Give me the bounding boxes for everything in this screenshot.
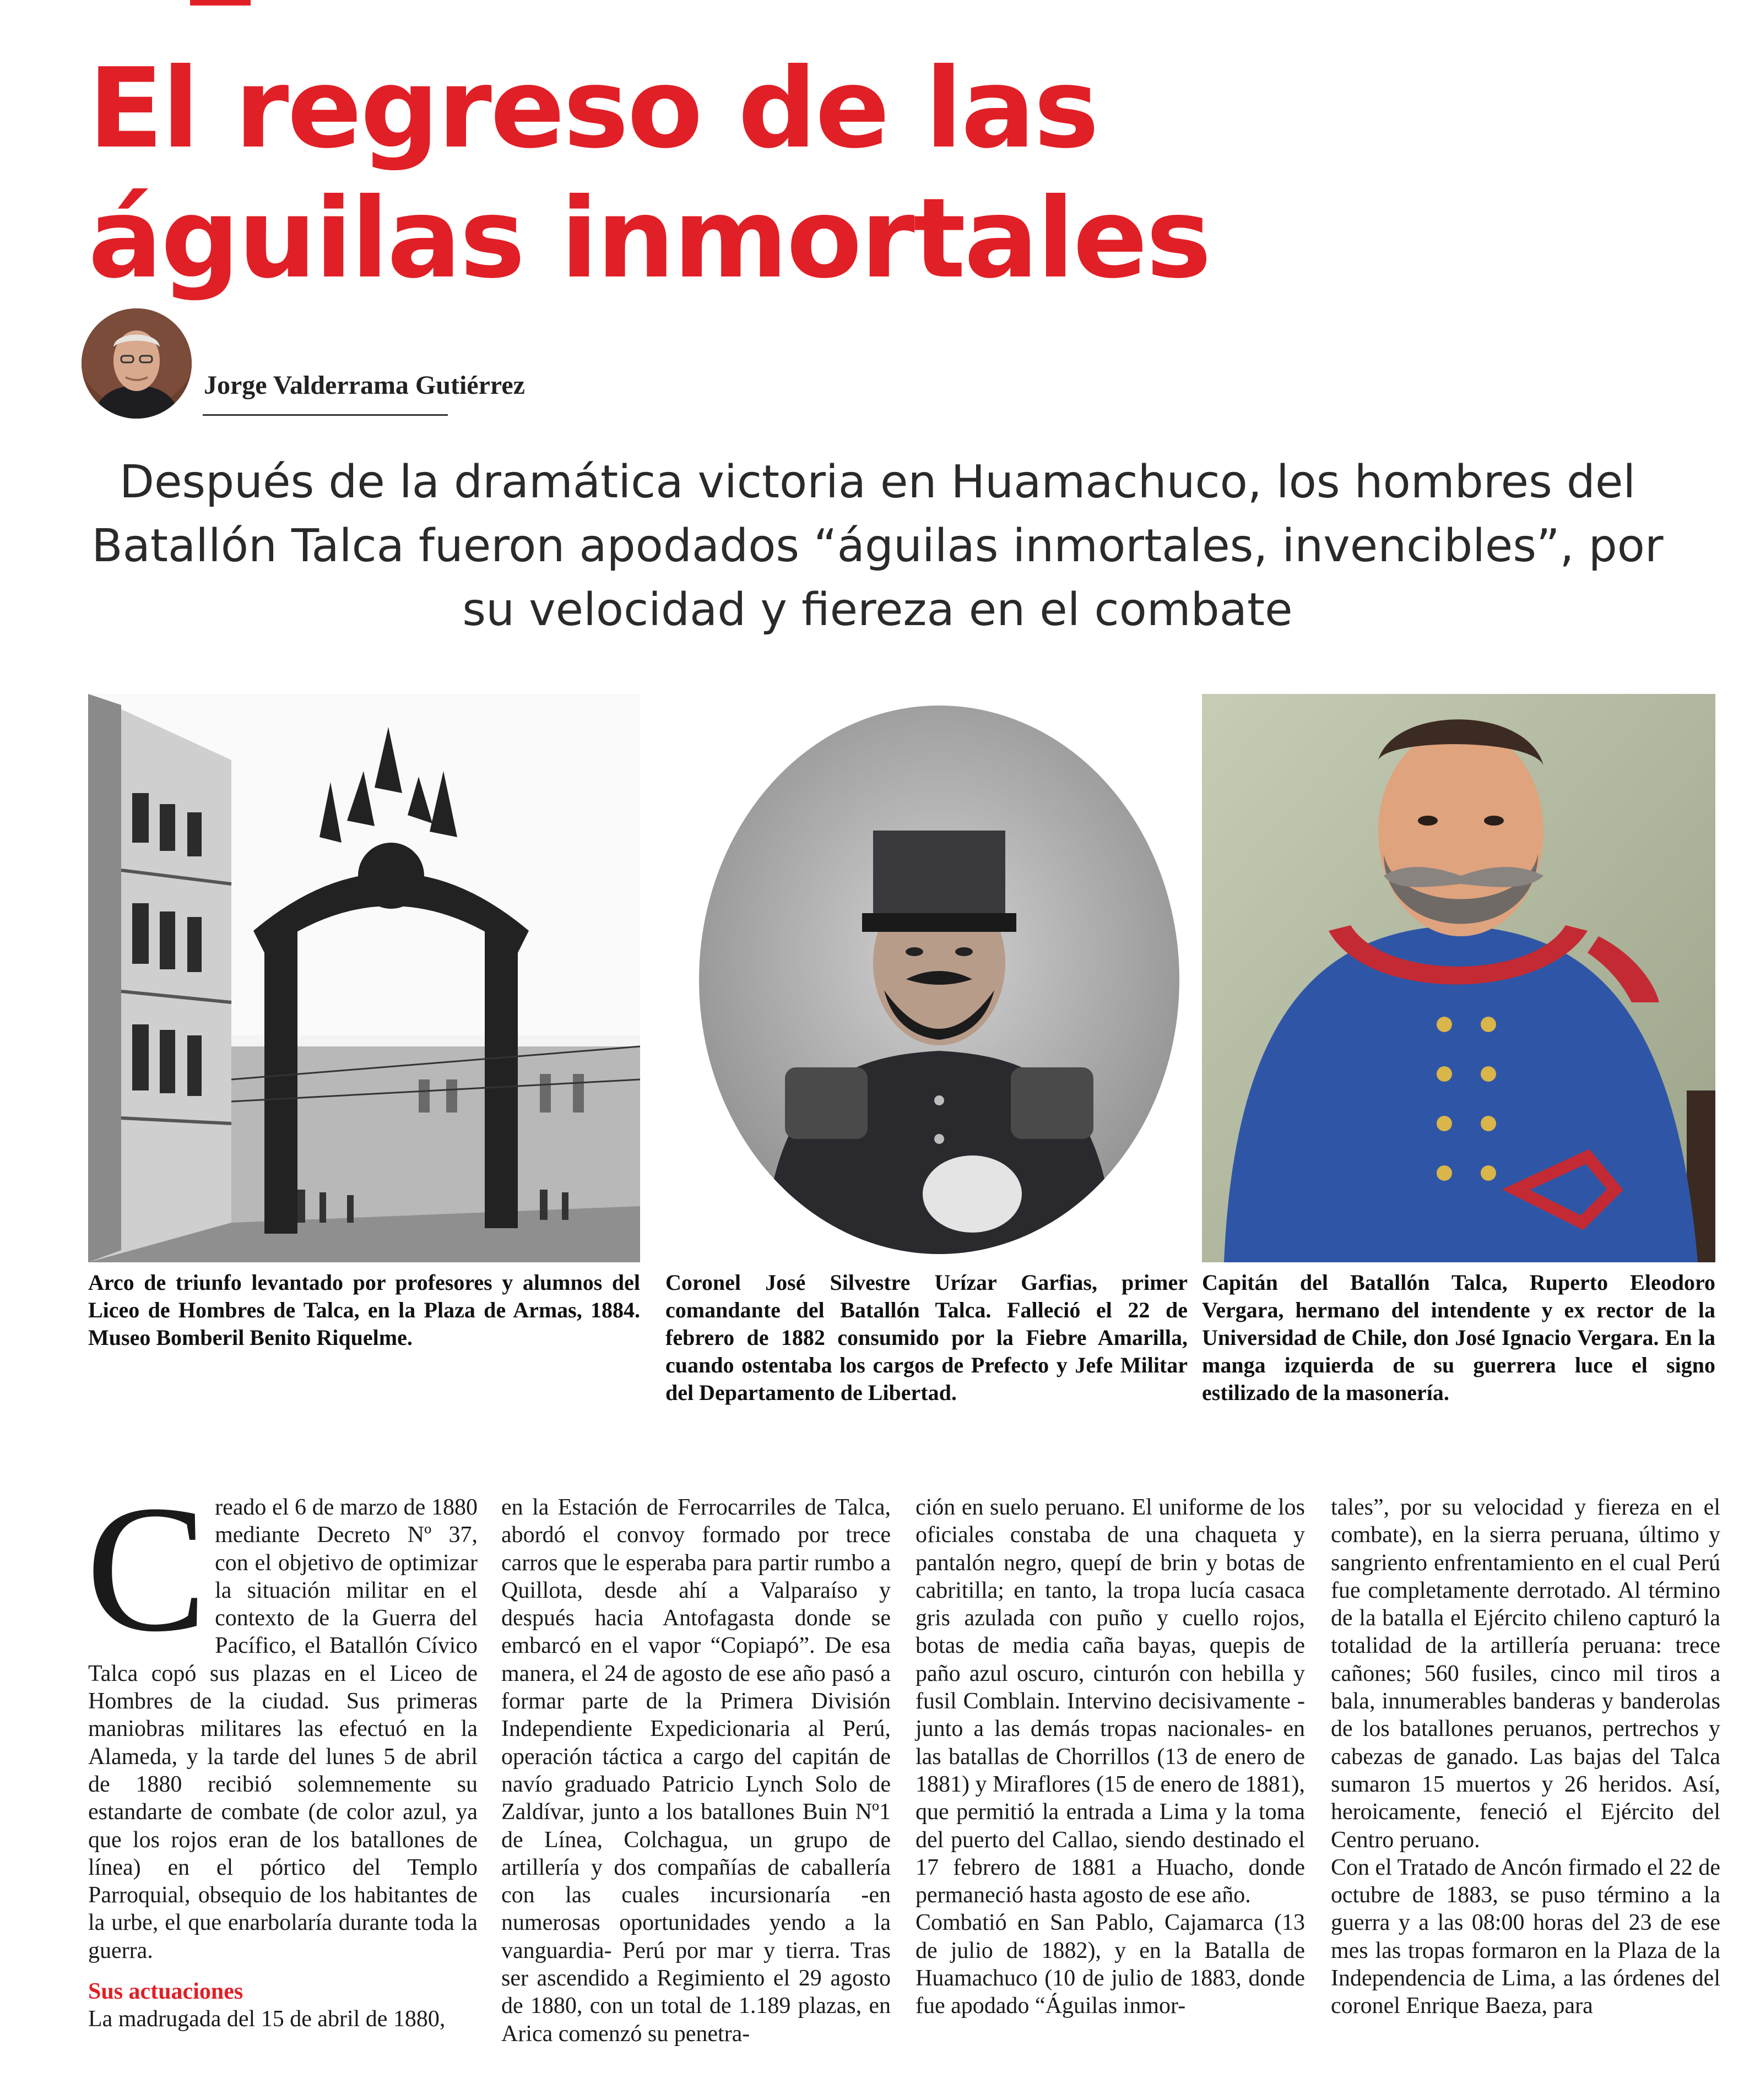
article-column-2 xyxy=(501,1494,891,2048)
photo-capitan-vergara xyxy=(1202,694,1715,1262)
article-paragraph: ción en suelo peruano. El uniforme de los oficiales constaba de una chaqueta y pantalón negro, quepí de brin y botas de cabritilla; en tanto, la tropa lucía casaca gris azulada con puño y cuello rojos, botas de media caña bayas, quepis de paño azul oscuro, cinturón con hebilla y fusil Comblain. Intervino decisivamente -junto a las demás tropas nacionales- en las batallas de Chorrillos (13 de enero de 1881) y Miraflores (15 de enero de 1881), que permitió la entrada a Lima y la toma del puerto del Callao, siendo destinado el 17 febrero de 1881 a Huacho, donde permaneció hasta agosto de ese año. xyxy=(916,1495,1305,1908)
headline xyxy=(88,44,1686,304)
caption-triumphal-arch: Arco de triunfo levantado por profesores y alumnos del Liceo de Hombres de Talca, en la Plaza de Armas, 1884. Museo Bomberil Benito Riquelme. xyxy=(88,1270,640,1350)
article-paragraph: reado el 6 de marzo de 1880 mediante Decreto Nº 37, con el objetivo de optimizar la situación militar en el contexto de la Guerra del Pacífico, el Batallón Cívico Talca copó sus plazas en el Liceo de Hombres de la ciudad. Sus primeras maniobras militares las efectuó en la Alameda, y la tarde del lunes 5 de abril de 1880 recibió solemnemente su estandarte de combate (de color azul, ya que los rojos eran de los batallones de línea) en el pórtico del Templo Parroquial, obsequio de los habitantes de la urbe, el que enarbolaría durante toda la guerra. xyxy=(88,1495,478,1963)
article-column-4 xyxy=(1331,1494,1720,2020)
photo-coronel-urizar xyxy=(697,704,1182,1256)
caption-coronel-urizar: Coronel José Silvestre Urízar Garfias, primer comandante del Batallón Talca. Falleció el 22 de febrero de 1882 consumido por la Fiebre Amarilla, cuando ostentaba los cargos de Prefecto y Jefe Militar del Departamento de Libertad. xyxy=(665,1270,1188,1405)
lead-paragraph: Después de la dramática victoria en Huamachuco, los hombres del Batallón Talca fueron apodados “águilas inmortales, invencibles”, por su velocidad y fiereza en el combate xyxy=(91,456,1664,636)
article-paragraph: La madrugada del 15 de abril de 1880, xyxy=(88,2006,446,2032)
article-column-3 xyxy=(916,1494,1305,2020)
headline-line-1: El regreso de las xyxy=(88,45,1098,173)
section-subheading: Sus actuaciones xyxy=(88,1979,243,2005)
article-paragraph: Combatió en San Pablo, Cajamarca (13 de julio de 1882), y en la Batalla de Huamachuco (10 de julio de 1883, donde fue apodado “Águilas inmor- xyxy=(916,1910,1305,2019)
section-tab xyxy=(190,0,251,6)
article-paragraph: en la Estación de Ferrocarriles de Talca, abordó el convoy formado por trece carros que le esperaba para partir rumbo a Quillota, desde ahí a Valparaíso y después hacia Antofagasta donde se embarcó en el vapor “Copiapó”. De esa manera, el 24 de agosto de ese año pasó a formar parte de la Primera División Independiente Expedicionaria al Perú, operación táctica a cargo del capitán de navío graduado Patricio Lynch Solo de Zaldívar, junto a los batallones Buin Nº1 de Línea, Colchagua, un grupo de artillería y dos compañías de caballería con las cuales incursionaría -en numerosas oportunidades yendo a la vanguardia- Perú por mar y tierra. Tras ser ascendido a Regimiento el 29 agosto de 1880, con un total de 1.189 plazas, en Arica comenzó su penetra- xyxy=(501,1495,891,2047)
caption-capitan-vergara: Capitán del Batallón Talca, Ruperto Eleodoro Vergara, hermano del intendente y ex rector de la Universidad de Chile, don José Ignacio Vergara. En la manga izquierda de su guerrera luce el signo estilizado de la masonería. xyxy=(1202,1270,1715,1405)
article-column-1 xyxy=(86,1468,478,2033)
author-avatar xyxy=(82,308,192,419)
headline-line-2: águilas inmortales xyxy=(88,175,1210,303)
author-divider xyxy=(203,414,448,416)
drop-cap: C xyxy=(86,1468,208,1669)
author-name: Jorge Valderrama Gutiérrez xyxy=(204,371,525,400)
article-paragraph: tales”, por su velocidad y fiereza en el combate), en la sierra peruana, último y sangriento enfrentamiento en el cual Perú fue completamente derrotado. Al término de la batalla el Ejército chileno capturó la totalidad de la artillería peruana: trece cañones; 560 fusiles, cinco mil tiros a bala, innumerables banderas y banderolas de los batallones peruanos, pertrechos y cabezas de ganado. Las bajas del Talca sumaron 15 muertos y 26 heridos. Así, heroicamente, feneció el Ejército del Centro peruano. xyxy=(1331,1495,1720,1853)
photo-triumphal-arch xyxy=(88,694,640,1262)
article-paragraph: Con el Tratado de Ancón firmado el 22 de octubre de 1883, se puso término a la guerra y a las 08:00 horas del 23 de ese mes las tropas formaron en la Plaza de la Independencia de Lima, a las órdenes del coronel Enrique Baeza, para xyxy=(1331,1854,1720,2019)
